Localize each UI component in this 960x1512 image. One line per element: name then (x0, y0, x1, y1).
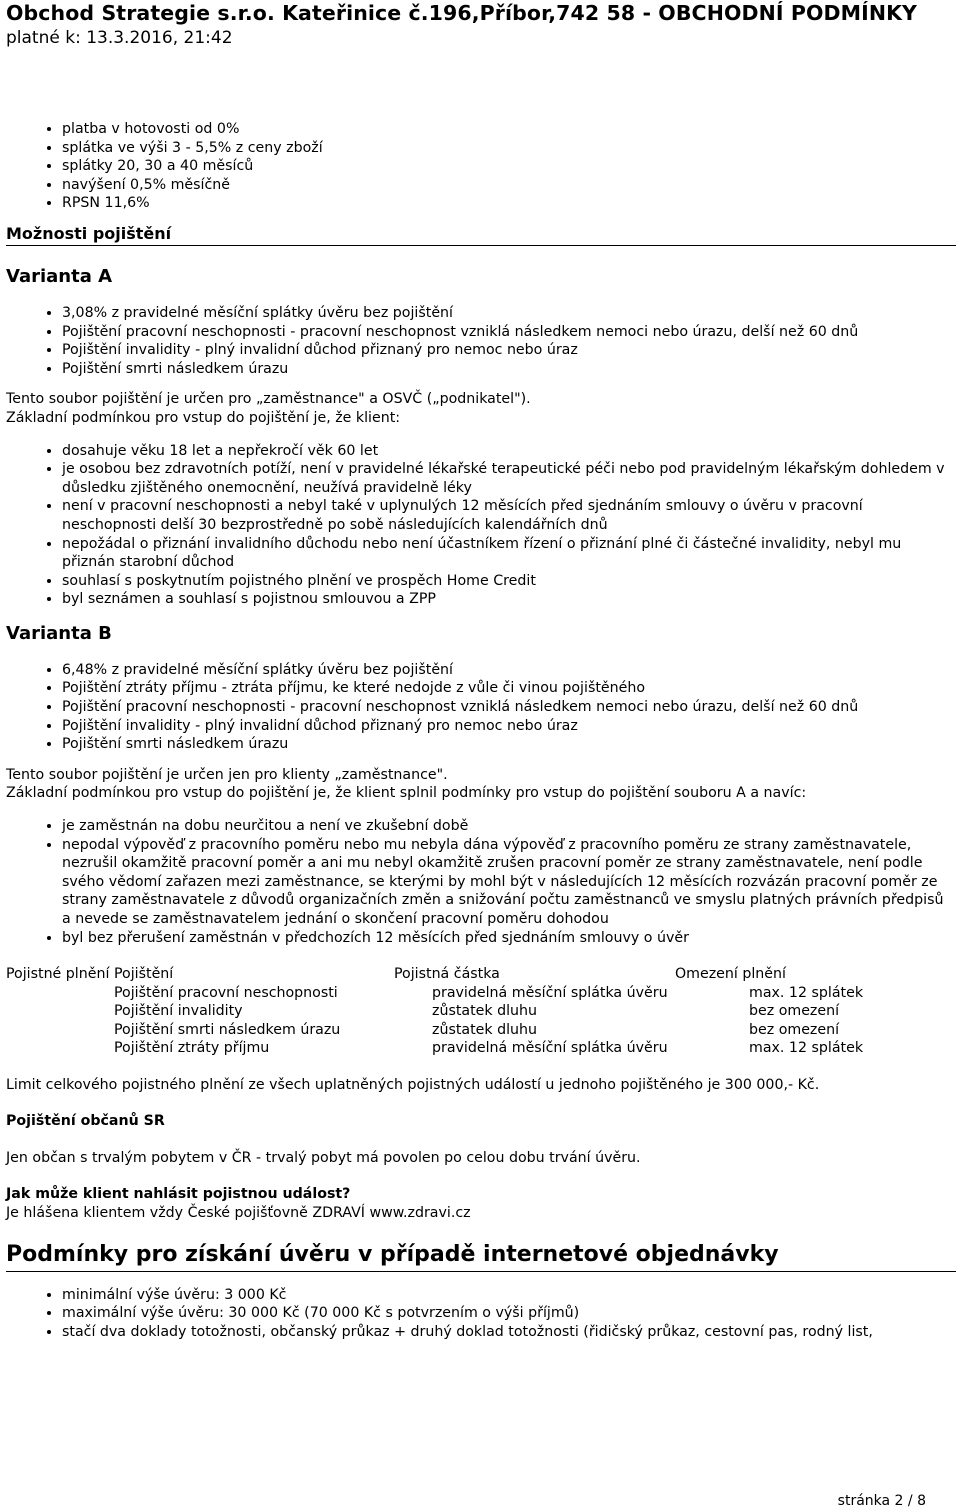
list-item: • 3,08% z pravidelné měsíční splátky úvěru bez pojištění (62, 304, 956, 323)
list-item: • RPSN 11,6% (62, 194, 956, 213)
variant-a-heading: Varianta A (6, 265, 113, 287)
list-item: • Pojištění pracovní neschopnosti - pracovní neschopnost vzniklá následkem nemoci nebo úrazu, delší než 60 dnů (62, 698, 956, 717)
list-item: • nepožádal o přiznání invalidního důchodu nebo není účastníkem řízení o přiznání plné či částečné invalidity, nebyl mu přiznán starobní důchod (62, 535, 956, 572)
claim-answer: Je hlášena klientem vždy České pojišťovně ZDRAVÍ www.zdravi.cz (6, 1205, 471, 1222)
variant-b-heading: Varianta B (6, 622, 112, 644)
table-cell: pravidelná měsíční splátka úvěru (432, 984, 668, 1001)
payment-terms-list (6, 120, 956, 213)
list-item: • dosahuje věku 18 let a nepřekročí věk 60 let (62, 442, 956, 461)
table-cell: zůstatek dluhu (432, 1003, 538, 1020)
table-cell: bez omezení (749, 1003, 840, 1020)
list-item: • platba v hotovosti od 0% (62, 120, 956, 139)
list-item: • navýšení 0,5% měsíčně (62, 176, 956, 195)
sr-insurance-text: Jen občan s trvalým pobytem v ČR - trvalý pobyt má povolen po celou dobu trvání úvěru. (6, 1149, 641, 1166)
list-item: • je osobou bez zdravotních potíží, není v pravidelné lékařské terapeutické péči nebo pod pravidelným lékařským dohledem v důsledku zjištěného onemocnění, neužívá pravidelně léky (62, 460, 956, 497)
table-row (6, 984, 956, 1003)
list-item: • Pojištění pracovní neschopnosti - pracovní neschopnost vzniklá následkem nemoci nebo úrazu, delší než 60 dnů (62, 323, 956, 342)
table-cell: zůstatek dluhu (432, 1021, 538, 1038)
page-number: stránka 2 / 8 (837, 1493, 926, 1509)
table-cell: bez omezení (749, 1021, 840, 1038)
online-loan-list (6, 1286, 956, 1342)
variant-a-note: Tento soubor pojištění je určen pro „zaměstnance" a OSVČ („podnikatel"). (6, 391, 531, 408)
document-content (6, 120, 956, 1341)
column-header: Pojištění (114, 966, 174, 983)
list-item: • je zaměstnán na dobu neurčitou a není ve zkušební době (62, 817, 956, 836)
table-cell: max. 12 splátek (749, 1040, 864, 1057)
insurance-heading: Možnosti pojištění (6, 223, 956, 246)
list-item: • není v pracovní neschopnosti a nebyl také v uplynulých 12 měsících před sjednáním smlouvy o úvěru v pracovní neschopnosti delší 30 bezprostředně po sobě následujících kalendářních dnů (62, 497, 956, 534)
table-cell: Pojištění ztráty příjmu (114, 1040, 270, 1057)
list-item: • nepodal výpověď z pracovního poměru nebo mu nebyla dána výpověď z pracovního poměru ze strany zaměstnavatele, nezrušil okamžitě pracovní poměr a ani mu nebyl okamžitě zrušen pracovní poměr ze strany zaměstnavatele, není podle svého vědomí zařazen mezi zaměstnance, se kterými by mohl být v následujících 12 měsících rozvázán pracovní poměr ze strany zaměstnavatele z důvodů organizačních změn a snižování počtu zaměstnanců ve smyslu platných právních předpisů a nevede se zaměstnavatelem jednání o skončení pracovní poměru dohodou (62, 836, 956, 929)
column-header: Omezení plnění (675, 966, 786, 983)
variant-b-condition-intro: Základní podmínkou pro vstup do pojištění je, že klient splnil podmínky pro vstup do pojištění souboru A a navíc: (6, 785, 807, 802)
list-item: • Pojištění invalidity - plný invalidní důchod přiznaný pro nemoc nebo úraz (62, 717, 956, 736)
table-header-row (6, 965, 956, 984)
page-header (6, 0, 917, 50)
table-row (6, 1039, 956, 1058)
document-title: Obchod Strategie s.r.o. Kateřinice č.196,Příbor,742 58 - OBCHODNÍ PODMÍNKY (6, 1, 918, 25)
list-item: • splátka ve výši 3 - 5,5% z ceny zboží (62, 139, 956, 158)
list-item: • splátky 20, 30 a 40 měsíců (62, 157, 956, 176)
column-header: Pojistná částka (394, 966, 500, 983)
variant-b-conditions (6, 817, 956, 947)
list-item: • minimální výše úvěru: 3 000 Kč (62, 1286, 956, 1305)
variant-a-conditions (6, 442, 956, 609)
list-item: • stačí dva doklady totožnosti, občanský průkaz + druhý doklad totožnosti (řidičský průkaz, cestovní pas, rodný list, (62, 1323, 956, 1342)
claim-question: Jak může klient nahlásit pojistnou událost? (6, 1186, 351, 1203)
list-item: • Pojištění smrti následkem úrazu (62, 360, 956, 379)
benefits-label: Pojistné plnění (6, 966, 110, 983)
table-cell: Pojištění smrti následkem úrazu (114, 1021, 341, 1038)
table-row (6, 1021, 956, 1040)
list-item: • byl bez přerušení zaměstnán v předchozích 12 měsících před sjednáním smlouvy o úvěr (62, 929, 956, 948)
variant-b-list (6, 661, 956, 754)
table-row (6, 1002, 956, 1021)
sr-insurance-heading: Pojištění občanů SR (6, 1113, 165, 1130)
list-item: • souhlasí s poskytnutím pojistného plnění ve prospěch Home Credit (62, 572, 956, 591)
table-cell: pravidelná měsíční splátka úvěru (432, 1040, 668, 1057)
variant-a-condition-intro: Základní podmínkou pro vstup do pojištění je, že klient: (6, 409, 401, 426)
variant-a-list (6, 304, 956, 378)
list-item: • Pojištění smrti následkem úrazu (62, 735, 956, 754)
benefit-limit-text: Limit celkového pojistného plnění ze všech uplatněných pojistných událostí u jednoho pojištěného je 300 000,- Kč. (6, 1076, 820, 1093)
list-item: • byl seznámen a souhlasí s pojistnou smlouvou a ZPP (62, 590, 956, 609)
table-cell: max. 12 splátek (749, 984, 864, 1001)
table-cell: Pojištění pracovní neschopnosti (114, 984, 338, 1001)
benefits-table (6, 965, 956, 1058)
document-validity: platné k: 13.3.2016, 21:42 (6, 28, 233, 48)
online-loan-heading: Podmínky pro získání úvěru v případě internetové objednávky (6, 1241, 956, 1272)
table-cell: Pojištění invalidity (114, 1003, 243, 1020)
list-item: • maximální výše úvěru: 30 000 Kč (70 000 Kč s potvrzením o výši příjmů) (62, 1304, 956, 1323)
list-item: • Pojištění invalidity - plný invalidní důchod přiznaný pro nemoc nebo úraz (62, 341, 956, 360)
variant-b-note: Tento soubor pojištění je určen jen pro klienty „zaměstnance". (6, 766, 448, 783)
list-item: • 6,48% z pravidelné měsíční splátky úvěru bez pojištění (62, 661, 956, 680)
list-item: • Pojištění ztráty příjmu - ztráta příjmu, ke které nedojde z vůle či vinou pojištěného (62, 679, 956, 698)
